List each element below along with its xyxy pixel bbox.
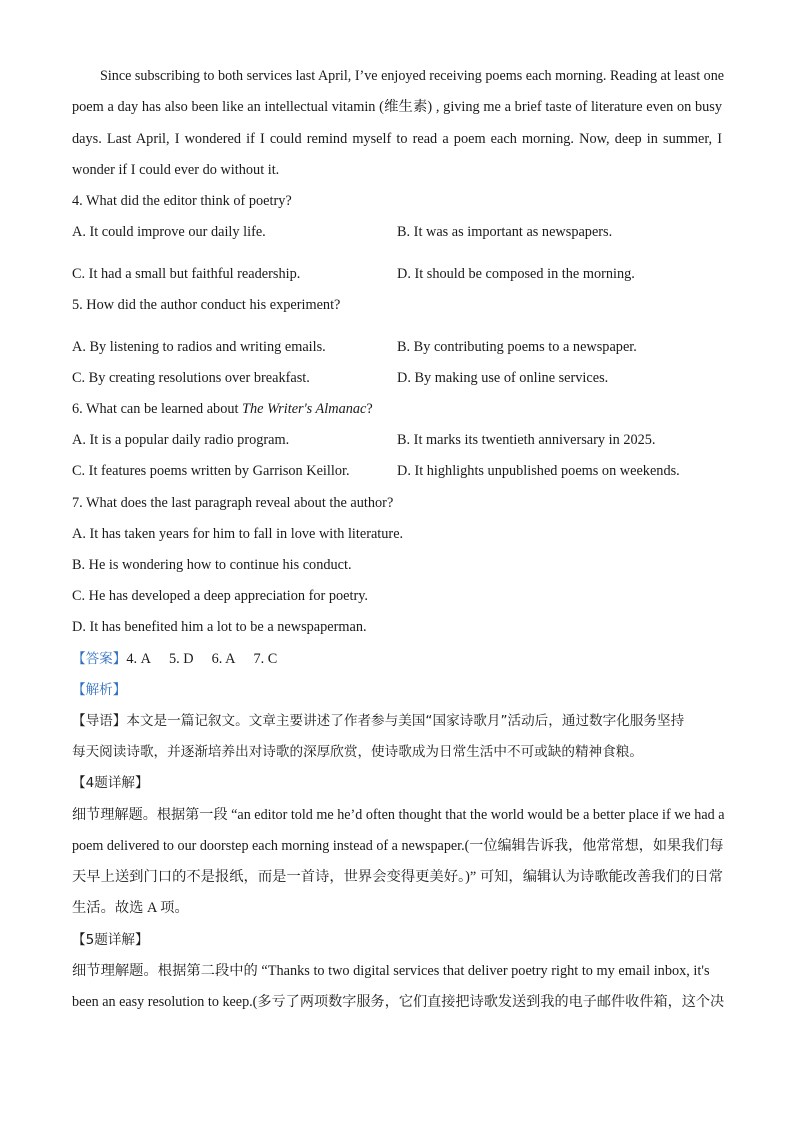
- question-5-option-c: C. By creating resolutions over breakfast.: [72, 370, 310, 386]
- q4-detail-line-4: 生活。故选 A 项。: [72, 900, 189, 916]
- question-4-option-d: D. It should be composed in the morning.: [397, 266, 635, 282]
- q5-detail-line-1: 细节理解题。根据第二段中的 “Thanks to two digital services that deliver poetry right to my email inbox, it's: [72, 963, 710, 979]
- question-7-option-a: A. It has taken years for him to fall in love with literature.: [72, 526, 404, 542]
- question-6-stem-title: The Writer's Almanac: [242, 401, 367, 417]
- question-5-stem: 5. How did the author conduct his experiment?: [72, 297, 341, 313]
- passage-line-3: days. Last April, I wondered if I could remind myself to read a poem each morning. Now, deep in summer, I: [72, 131, 722, 147]
- q4-detail-line-2: poem delivered to our doorstep each morning instead of a newspaper.(一位编辑告诉我，他常常想，如果我们每: [72, 838, 724, 854]
- analysis-label: 【解析】: [72, 682, 127, 698]
- question-7-option-d: D. It has benefited him a lot to be a newspaperman.: [72, 619, 367, 635]
- answer-7: 7. C: [253, 651, 278, 667]
- question-5-option-b: B. By contributing poems to a newspaper.: [397, 339, 637, 355]
- guide-text-1: 本文是一篇记叙文。文章主要讲述了作者参与美国“国家诗歌月”活动后，通过数字化服务坚持: [126, 713, 685, 729]
- answer-line: [72, 649, 722, 669]
- q4-detail-line-1: 细节理解题。根据第一段 “an editor told me he’d often thought that the world would be a better place if we had a: [72, 807, 725, 823]
- q4-detail-line-3: 天早上送到门口的不是报纸，而是一首诗，世界会变得更美好。)” 可知，编辑认为诗歌能改善我们的日常: [72, 869, 723, 885]
- question-5-option-d: D. By making use of online services.: [397, 370, 609, 386]
- question-6-stem-end: ?: [366, 401, 373, 417]
- question-6-option-c: C. It features poems written by Garrison Keillor.: [72, 463, 350, 479]
- question-7-option-c: C. He has developed a deep appreciation for poetry.: [72, 588, 369, 604]
- guide-line-1: [72, 711, 722, 731]
- passage-line-2: poem a day has also been like an intellectual vitamin (维生素) , giving me a brief taste of literature even on busy: [72, 99, 722, 115]
- answer-6: 6. A: [211, 651, 236, 667]
- answer-5: 5. D: [169, 651, 194, 667]
- question-6-option-b: B. It marks its twentieth anniversary in 2025.: [397, 432, 656, 448]
- guide-label: 【导语】: [72, 713, 127, 729]
- answer-label: 【答案】: [72, 651, 127, 667]
- question-6-stem-text: 6. What can be learned about: [72, 401, 243, 417]
- question-5-option-a: A. By listening to radios and writing emails.: [72, 339, 326, 355]
- guide-line-2: 每天阅读诗歌，并逐渐培养出对诗歌的深厚欣赏，使诗歌成为日常生活中不可或缺的精神食粮。: [72, 744, 643, 760]
- question-4-option-b: B. It was as important as newspapers.: [397, 224, 613, 240]
- question-6-stem: [72, 399, 722, 419]
- question-4-stem: 4. What did the editor think of poetry?: [72, 193, 292, 209]
- question-7-stem: 7. What does the last paragraph reveal about the author?: [72, 495, 394, 511]
- q5-detail-line-2: been an easy resolution to keep.(多亏了两项数字服务，它们直接把诗歌发送到我的电子邮件收件箱，这个决: [72, 994, 725, 1010]
- question-4-option-c: C. It had a small but faithful readership.: [72, 266, 301, 282]
- question-6-option-d: D. It highlights unpublished poems on weekends.: [397, 463, 680, 479]
- question-6-option-a: A. It is a popular daily radio program.: [72, 432, 290, 448]
- question-4-option-a: A. It could improve our daily life.: [72, 224, 266, 240]
- question-7-option-b: B. He is wondering how to continue his conduct.: [72, 557, 352, 573]
- q5-detail-label: 【5题详解】: [72, 932, 149, 948]
- passage-line-4: wonder if I could ever do without it.: [72, 162, 280, 178]
- passage-line-1: Since subscribing to both services last April, I’ve enjoyed receiving poems each morning. Reading at least one: [100, 68, 725, 84]
- answer-4: 4. A: [126, 651, 151, 667]
- q4-detail-label: 【4题详解】: [72, 775, 149, 791]
